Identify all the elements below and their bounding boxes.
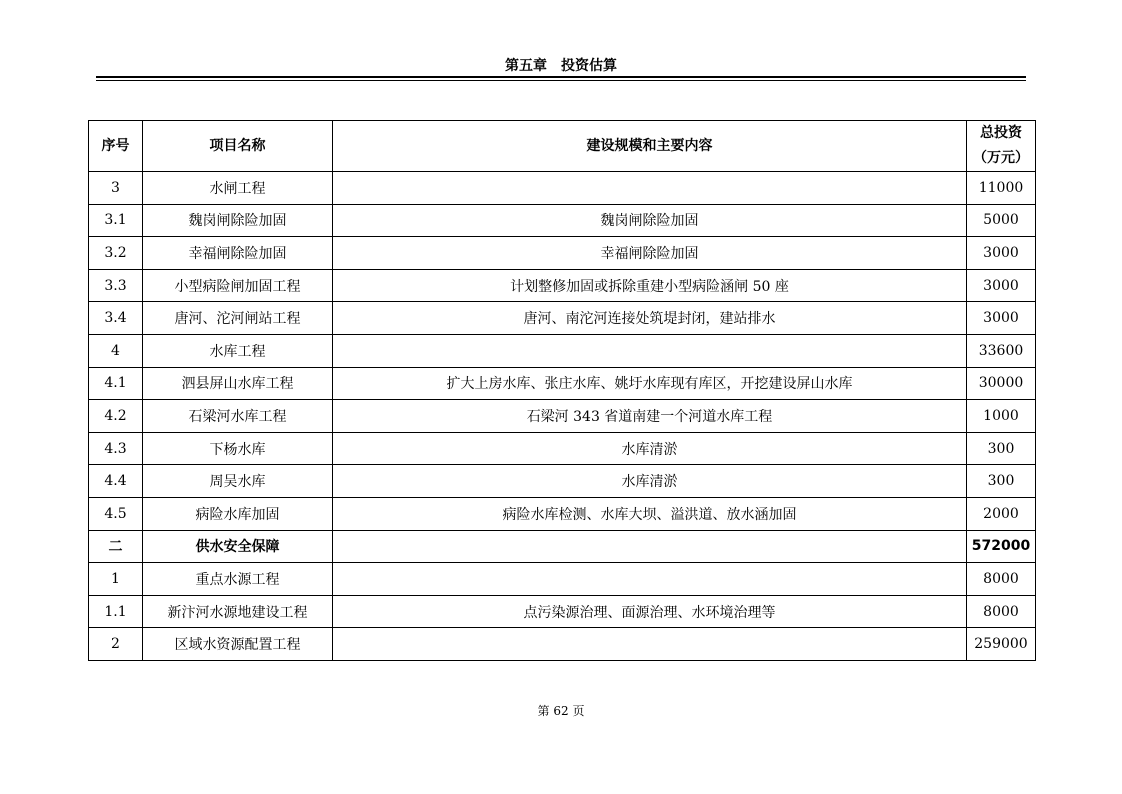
table-row bbox=[89, 269, 1036, 302]
cell-content: 魏岗闸除险加固 bbox=[333, 204, 967, 237]
cell-name: 重点水源工程 bbox=[143, 563, 333, 596]
cell-name: 新汴河水源地建设工程 bbox=[143, 595, 333, 628]
cell-content: 点污染源治理、面源治理、水环境治理等 bbox=[333, 595, 967, 628]
cell-amount: 572000 bbox=[967, 530, 1036, 563]
table-row bbox=[89, 465, 1036, 498]
cell-name: 幸福闸除险加固 bbox=[143, 237, 333, 270]
table-header-row bbox=[89, 121, 1036, 172]
table-row-section bbox=[89, 530, 1036, 563]
cell-name: 病险水库加固 bbox=[143, 497, 333, 530]
cell-name: 魏岗闸除险加固 bbox=[143, 204, 333, 237]
cell-content bbox=[333, 172, 967, 205]
cell-content: 扩大上房水库、张庄水库、姚圩水库现有库区，开挖建设屏山水库 bbox=[333, 367, 967, 400]
cell-no: 4 bbox=[89, 334, 143, 367]
chapter-title: 第五章 投资估算 bbox=[505, 58, 617, 74]
cell-content bbox=[333, 628, 967, 661]
cell-amount: 300 bbox=[967, 432, 1036, 465]
cell-name: 石梁河水库工程 bbox=[143, 400, 333, 433]
table-row bbox=[89, 172, 1036, 205]
cell-content bbox=[333, 563, 967, 596]
cell-content: 水库清淤 bbox=[333, 432, 967, 465]
table-row bbox=[89, 563, 1036, 596]
cell-no: 1.1 bbox=[89, 595, 143, 628]
cell-amount: 8000 bbox=[967, 563, 1036, 596]
cell-name: 水闸工程 bbox=[143, 172, 333, 205]
cell-content: 石梁河 343 省道南建一个河道水库工程 bbox=[333, 400, 967, 433]
cell-name: 供水安全保障 bbox=[143, 530, 333, 563]
cell-name: 下杨水库 bbox=[143, 432, 333, 465]
cell-no: 2 bbox=[89, 628, 143, 661]
table-row bbox=[89, 367, 1036, 400]
header-rule-thin bbox=[96, 80, 1026, 81]
header-name: 项目名称 bbox=[143, 121, 333, 172]
cell-content: 幸福闸除险加固 bbox=[333, 237, 967, 270]
cell-amount: 300 bbox=[967, 465, 1036, 498]
cell-name: 唐河、沱河闸站工程 bbox=[143, 302, 333, 335]
cell-content: 计划整修加固或拆除重建小型病险涵闸 50 座 bbox=[333, 269, 967, 302]
cell-no: 3.3 bbox=[89, 269, 143, 302]
cell-no: 3.2 bbox=[89, 237, 143, 270]
cell-amount: 8000 bbox=[967, 595, 1036, 628]
page-number: 第 62 页 bbox=[537, 704, 585, 718]
table-row bbox=[89, 334, 1036, 367]
cell-name: 小型病险闸加固工程 bbox=[143, 269, 333, 302]
cell-amount: 33600 bbox=[967, 334, 1036, 367]
header-no: 序号 bbox=[89, 121, 143, 172]
cell-amount: 5000 bbox=[967, 204, 1036, 237]
table-row bbox=[89, 497, 1036, 530]
investment-table bbox=[88, 120, 1036, 661]
table-row bbox=[89, 595, 1036, 628]
header-amount-line1: 总投资 bbox=[980, 125, 1022, 141]
table-row bbox=[89, 432, 1036, 465]
cell-no: 4.2 bbox=[89, 400, 143, 433]
cell-content bbox=[333, 530, 967, 563]
cell-amount: 3000 bbox=[967, 237, 1036, 270]
cell-no: 1 bbox=[89, 563, 143, 596]
cell-content bbox=[333, 334, 967, 367]
header-content: 建设规模和主要内容 bbox=[333, 121, 967, 172]
cell-no: 3.4 bbox=[89, 302, 143, 335]
cell-amount: 30000 bbox=[967, 367, 1036, 400]
cell-content: 水库清淤 bbox=[333, 465, 967, 498]
cell-no: 3.1 bbox=[89, 204, 143, 237]
cell-no: 4.1 bbox=[89, 367, 143, 400]
table-row bbox=[89, 204, 1036, 237]
header-amount bbox=[967, 121, 1036, 172]
cell-name: 周吴水库 bbox=[143, 465, 333, 498]
cell-name: 泗县屏山水库工程 bbox=[143, 367, 333, 400]
cell-amount: 259000 bbox=[967, 628, 1036, 661]
cell-no: 4.4 bbox=[89, 465, 143, 498]
header-amount-line2: （万元） bbox=[973, 150, 1029, 166]
table-row bbox=[89, 302, 1036, 335]
cell-content: 病险水库检测、水库大坝、溢洪道、放水涵加固 bbox=[333, 497, 967, 530]
cell-no: 4.3 bbox=[89, 432, 143, 465]
cell-no: 4.5 bbox=[89, 497, 143, 530]
table-row bbox=[89, 400, 1036, 433]
cell-no: 3 bbox=[89, 172, 143, 205]
cell-amount: 3000 bbox=[967, 302, 1036, 335]
table-row bbox=[89, 628, 1036, 661]
cell-name: 水库工程 bbox=[143, 334, 333, 367]
header-rule-thick bbox=[96, 76, 1026, 78]
cell-amount: 11000 bbox=[967, 172, 1036, 205]
cell-amount: 1000 bbox=[967, 400, 1036, 433]
table-row bbox=[89, 237, 1036, 270]
cell-amount: 3000 bbox=[967, 269, 1036, 302]
cell-amount: 2000 bbox=[967, 497, 1036, 530]
cell-no: 二 bbox=[89, 530, 143, 563]
cell-content: 唐河、南沱河连接处筑堤封闭，建站排水 bbox=[333, 302, 967, 335]
cell-name: 区域水资源配置工程 bbox=[143, 628, 333, 661]
